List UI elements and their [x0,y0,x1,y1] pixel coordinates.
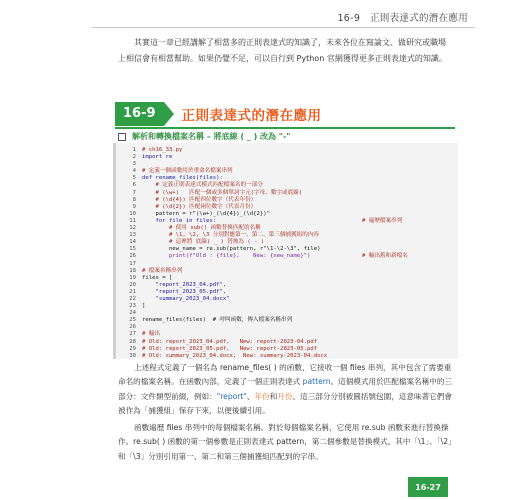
line-number: 29 [129,345,136,352]
para1-text-a: 上述程式定義了一個名為 rename_files( ) 的函數，它接收一個 files 串列，其中包含了需要重命名的檔案名稱。在函數內部，定義了一個正則表達式 [118,363,452,387]
line-number: 23 [129,303,136,310]
code-statement: # ch16_33.py [142,147,183,153]
line-number: 28 [129,338,136,345]
code-statement: "report_2023_05.pdf", [142,288,227,295]
line-number: 26 [129,324,136,331]
code-line [116,296,458,303]
code-statement: rename_files(files) # 呼叫函數，傳入檔案名稱串列 [142,317,293,324]
code-listing [113,143,458,359]
para1-text-d: 和 [269,391,278,401]
code-text [142,168,233,175]
code-statement: # 定義一個函數用於重命名檔案串列 [142,168,233,175]
para1-text-c: 、 [246,391,255,401]
code-text [142,296,230,303]
inline-comment: # 遍歷檔案串列 [362,217,403,224]
code-line [116,268,458,275]
code-statement: for file in files: [142,217,217,224]
intro-paragraph: 其實這一章已經講解了相當多的正則表達式的知識了，未來各位在寫論文、做研究或職場上相信會有相當幫助。如果仍覺不足，可以自行到 Python 官網獲得更多正則表達式的知識。 [118,38,447,63]
code-text [142,339,317,346]
line-number: 11 [129,217,136,224]
code-text [142,317,292,324]
code-statement: new_name = re.sub(pattern, r"\1-\2-\3", file) [142,246,321,253]
line-number: 14 [129,239,136,246]
line-number: 5 [132,175,136,182]
code-text [142,204,256,211]
code-line [116,331,458,338]
code-text [142,353,327,360]
explanation-paragraph-1 [118,361,454,418]
section-title: 正則表達式的潛在應用 [181,108,322,124]
subheading-text: 解析和轉換檔案名稱 – 將底線 ( _ ) 改為 "-" [132,132,291,141]
line-number: 17 [129,260,136,267]
line-number: 19 [129,274,136,281]
code-statement: print(f"Old : {file}, New: {new_name}") [142,253,311,260]
code-statement: # 檔案名稱串列 [142,267,183,274]
line-number: 4 [132,168,136,175]
header-rule [92,27,475,28]
code-line [116,204,458,211]
code-line [116,346,458,353]
line-number: 9 [132,203,136,210]
code-line [116,289,458,296]
line-number: 8 [132,196,136,203]
code-line [116,147,458,154]
code-text [142,239,264,246]
code-line [116,261,458,268]
code-line [116,339,458,346]
code-statement: # Old: report_2023_05.pdf, New: report-2023-05.pdf [142,345,318,352]
code-line [116,211,458,218]
line-number: 3 [132,161,136,168]
code-line [116,353,458,360]
code-statement: # Old: report_2023_04.pdf, New: report-2023-04.pdf [142,338,318,345]
code-statement: ] [142,303,146,310]
code-text [142,268,182,275]
line-number: 21 [129,288,136,295]
code-text [142,275,172,282]
para1-month: 月份 [277,391,293,401]
code-statement: import re [142,154,173,161]
code-line [116,303,458,310]
code-text [142,211,270,218]
line-number: 27 [129,331,136,338]
code-line [116,154,458,161]
section-heading [115,102,455,126]
para1-pattern: pattern [302,377,331,387]
code-statement: # Old: summary_2023_04.docx, New: summary-2023-04.docx [142,352,328,359]
line-number: 2 [132,154,136,161]
code-statement: "summary_2023_04.docx" [142,295,230,302]
para1-report: "report" [216,391,247,401]
para1-text-e: 。這三部分分別被圓括號包圍，這意味著它們會被作為「捕獲組」保存下來，以便後續引用。 [118,391,452,415]
code-text [142,253,408,260]
code-text [142,289,226,296]
line-number: 13 [129,232,136,239]
code-statement: # 使用 sub() 函數替換匹配的名稱 [142,225,261,232]
code-text [142,154,172,161]
code-text [142,182,263,189]
code-line [116,218,458,225]
page-number: 16-27 [408,477,448,497]
code-line [116,275,458,282]
code-line [116,190,458,197]
code-text [142,147,182,154]
code-line [116,182,458,189]
line-number: 7 [132,189,136,196]
line-number: 15 [129,246,136,253]
code-text [142,190,302,197]
code-statement: def rename_files(files): [142,175,223,182]
line-number: 24 [129,310,136,317]
code-line [116,197,458,204]
para1-text-b: 。這個模式用於匹配檔案名稱中的三部分：文件類型前綴，例如： [118,377,453,401]
line-number: 22 [129,295,136,302]
line-number: 16 [129,253,136,260]
code-statement: # 輸出 [142,331,160,338]
code-text [142,282,226,289]
code-statement: # 定義正則表達式模式匹配檔案名的一部分 [142,182,263,189]
code-statement: # \1, \2, \3 分別對應第一、第二、第三個捕獲組的內容 [142,232,320,239]
code-statement: # (\w+) 匹配一個或多個單詞字元(字母、數字或底線) [142,189,303,196]
code-text [142,331,160,338]
code-line [116,282,458,289]
code-text [142,246,321,253]
line-number: 20 [129,281,136,288]
page-header [0,0,520,30]
code-statement: # (\d{4}) 匹配四位數字（代表年份） [142,196,257,203]
line-number: 12 [129,225,136,232]
code-statement: # 這裡將 底線( _ ) 替換為 ( - ) [142,239,265,246]
code-line [116,168,458,175]
para1-year: 年份 [254,391,270,401]
code-statement: "report_2023_04.pdf", [142,281,227,288]
code-line [116,324,458,331]
line-number: 30 [129,352,136,359]
inline-comment: # 輸出舊和新檔名 [362,253,408,260]
explanation-paragraph-2: 函數遍歷 files 串列中的每個檔案名稱。對於每個檔案名稱，它使用 re.sub 函數來進行替換操作。re.sub( ) 函數的第一個參數是正則表達式 pattern，第二個參數是替換模式，其中「\1」、「\2」和「\3」分別引用第一、第二和第三個捕獲組匹配到的字串。 [118,423,452,461]
code-statement: files = [ [142,274,173,281]
code-text [142,217,403,225]
code-statement: # (\d{2}) 匹配兩位數字（代表月份） [142,203,257,210]
code-text [142,197,256,204]
line-number: 10 [129,210,136,217]
checkbox-bullet-icon [118,133,126,141]
line-number: 25 [129,317,136,324]
line-number: 1 [132,147,136,153]
code-text [142,303,145,310]
section-underline [115,127,455,129]
code-line [116,253,458,260]
line-number: 18 [129,267,136,274]
line-number: 6 [132,182,136,189]
code-line [116,317,458,324]
code-line [116,239,458,246]
code-text [142,346,317,353]
running-header-title: 16-9 正則表達式的潛在應用 [337,13,468,24]
subheading [118,131,290,142]
section-number: 16-9 [115,102,164,126]
code-statement: pattern = r"(\w+)_(\d{4})_(\d{2})" [142,210,270,217]
